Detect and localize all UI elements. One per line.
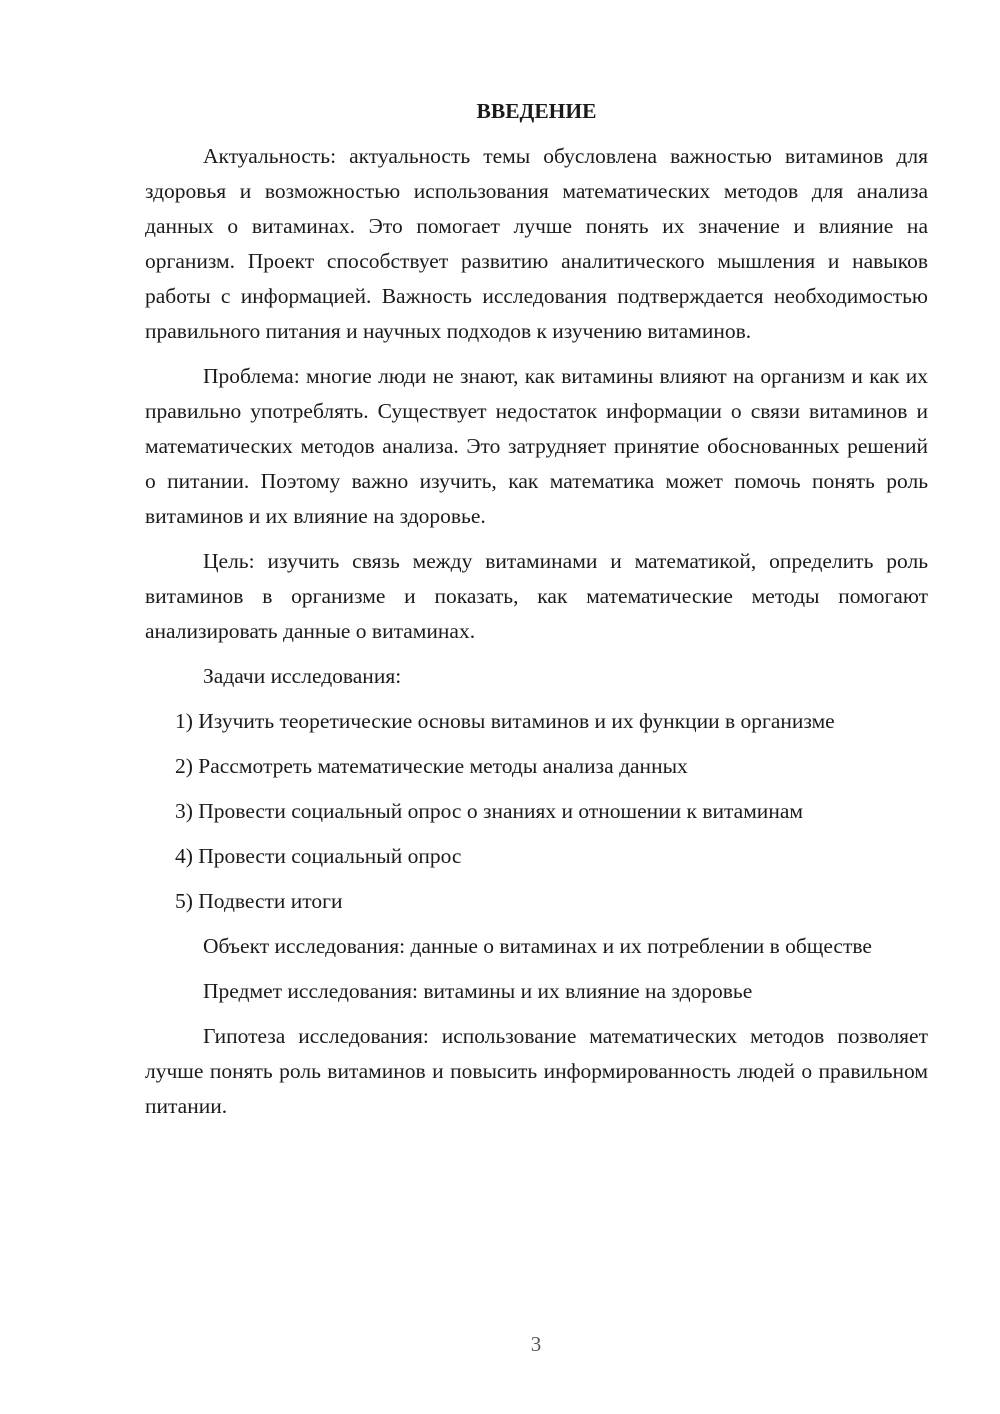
subject-paragraph: Предмет исследования: витамины и их влияние на здоровье: [203, 979, 753, 1003]
document-page: [145, 95, 928, 1134]
tasks-list: [145, 704, 928, 919]
problem-paragraph: Проблема: многие люди не знают, как витамины влияют на организм и как их правильно употреблять. Существует недостаток информации о связи витаминов и математических методов анализа. Это затрудняет принятие обоснованных решений о питании. Поэтому важно изучить, как математика может помочь понять роль витаминов и их влияние на здоровье.: [145, 364, 928, 528]
task-item: 3) Провести социальный опрос о знаниях и отношении к витаминам: [175, 799, 803, 823]
task-item: 5) Подвести итоги: [175, 889, 343, 913]
page-number: 3: [530, 1332, 542, 1356]
section-title: ВВЕДЕНИЕ: [476, 99, 597, 123]
tasks-heading: Задачи исследования:: [203, 664, 402, 688]
task-item: 1) Изучить теоретические основы витаминов и их функции в организме: [175, 709, 835, 733]
task-item: 2) Рассмотреть математические методы анализа данных: [175, 754, 688, 778]
object-paragraph: Объект исследования: данные о витаминах и их потреблении в обществе: [203, 934, 872, 958]
relevance-paragraph: Актуальность: актуальность темы обусловлена важностью витаминов для здоровья и возможностью использования математических методов для анализа данных о витаминах. Это помогает лучше понять их значение и влияние на организм. Проект способствует развитию аналитического мышления и навыков работы с информацией. Важность исследования подтверждается необходимостью правильного питания и научных подходов к изучению витаминов.: [145, 144, 928, 343]
task-item: 4) Провести социальный опрос: [175, 844, 462, 868]
goal-paragraph: Цель: изучить связь между витаминами и математикой, определить роль витаминов в организме и показать, как математические методы помогают анализировать данные о витаминах.: [145, 549, 928, 643]
hypothesis-paragraph: Гипотеза исследования: использование математических методов позволяет лучше понять роль витаминов и повысить информированность людей о правильном питании.: [145, 1024, 928, 1118]
